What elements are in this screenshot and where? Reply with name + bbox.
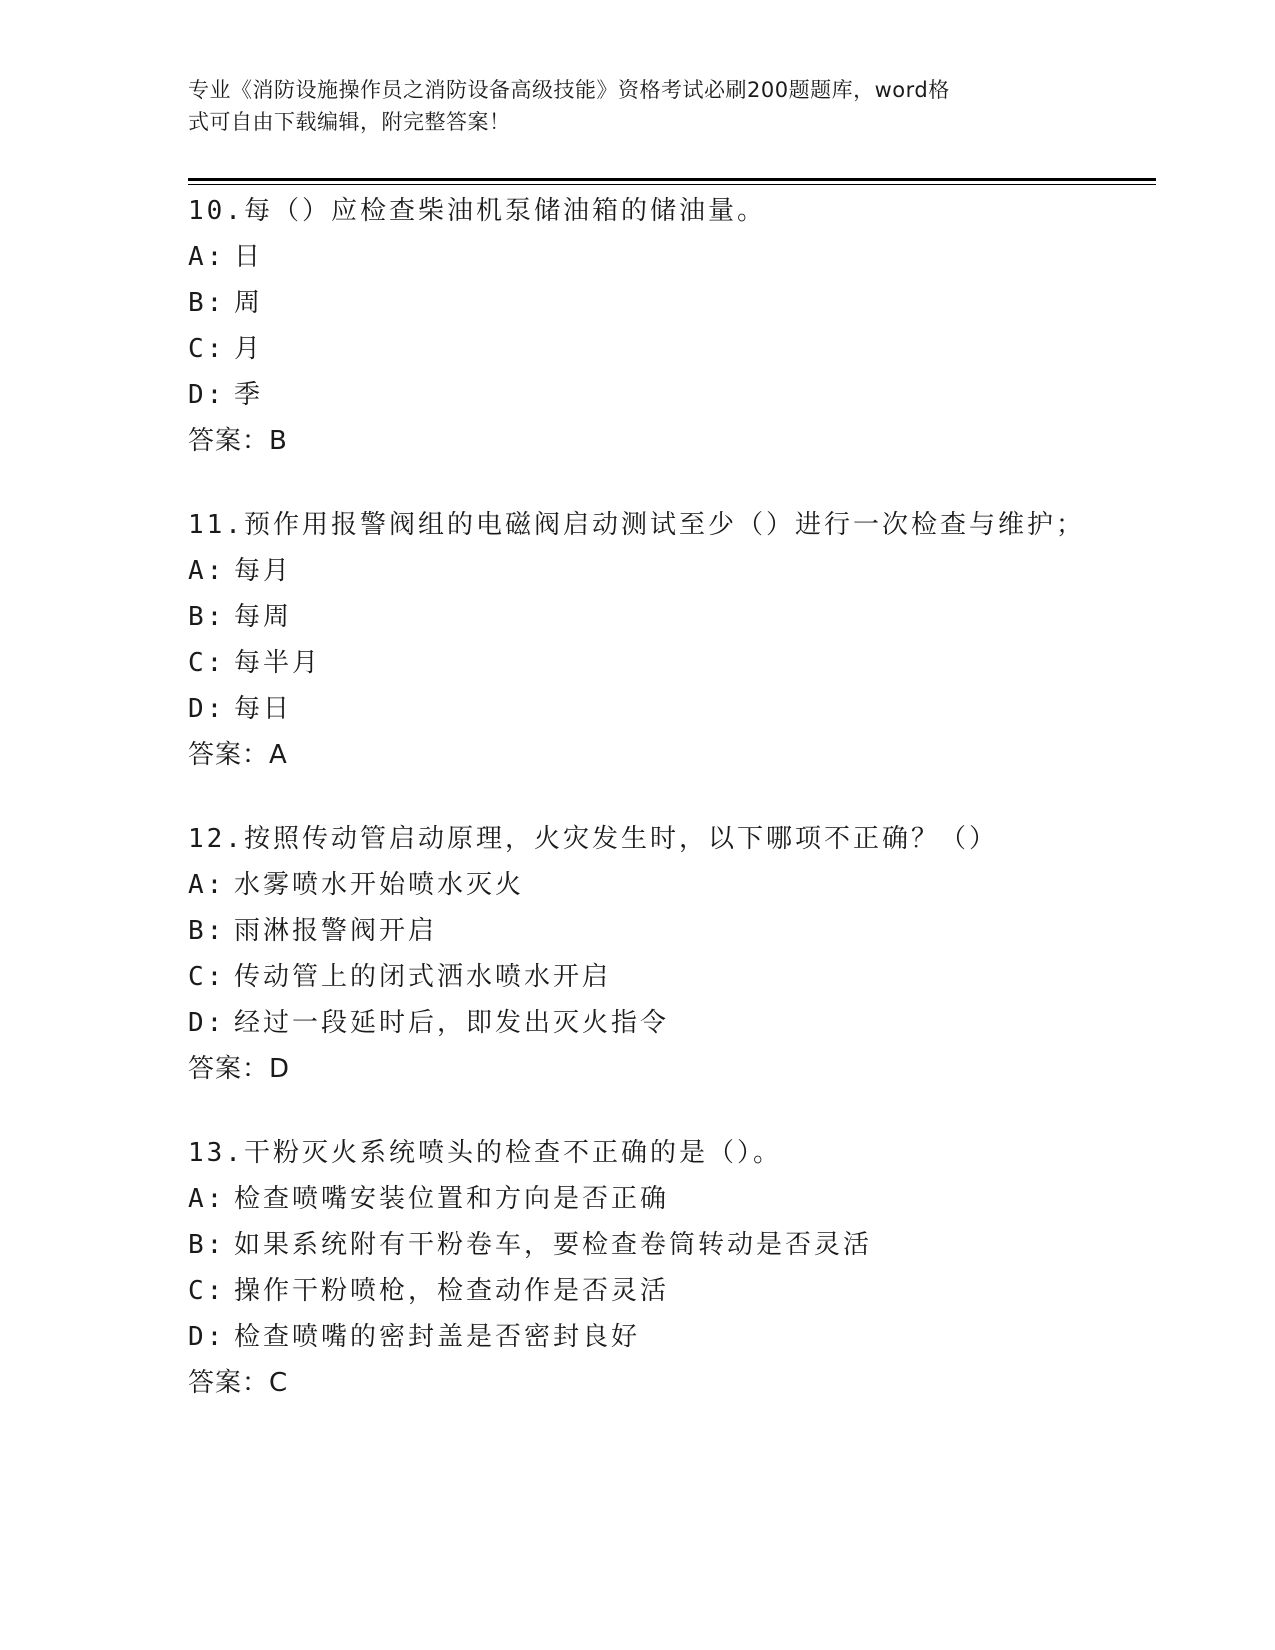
answer-line: 答案：D bbox=[188, 1054, 291, 1084]
option-letter: A: bbox=[188, 870, 226, 900]
option-text: 每日 bbox=[234, 694, 293, 724]
option-text: 每半月 bbox=[234, 648, 322, 678]
option-c bbox=[188, 954, 1156, 1000]
option-d bbox=[188, 686, 1156, 732]
option-text: 操作干粉喷枪，检查动作是否灵活 bbox=[234, 1276, 670, 1306]
option-b bbox=[188, 908, 1156, 954]
question-block bbox=[188, 816, 1156, 1092]
question-block bbox=[188, 188, 1156, 464]
option-text: 传动管上的闭式洒水喷水开启 bbox=[234, 962, 612, 992]
option-a bbox=[188, 862, 1156, 908]
option-c bbox=[188, 1268, 1156, 1314]
answer-line: 答案：A bbox=[188, 740, 288, 770]
option-letter: C: bbox=[188, 334, 226, 364]
option-c bbox=[188, 326, 1156, 372]
option-text: 水雾喷水开始喷水灭火 bbox=[234, 870, 525, 900]
option-a bbox=[188, 234, 1156, 280]
option-letter: A: bbox=[188, 1184, 226, 1214]
option-letter: D: bbox=[188, 1322, 226, 1352]
option-letter: A: bbox=[188, 556, 226, 586]
question-list bbox=[188, 188, 1156, 1444]
option-text: 日 bbox=[234, 242, 264, 272]
answer-line: 答案：B bbox=[188, 426, 288, 456]
option-a bbox=[188, 548, 1156, 594]
option-d bbox=[188, 1314, 1156, 1360]
option-d bbox=[188, 1000, 1156, 1046]
option-letter: C: bbox=[188, 962, 226, 992]
option-letter: C: bbox=[188, 1276, 226, 1306]
option-b bbox=[188, 594, 1156, 640]
document-header bbox=[188, 74, 1068, 138]
option-letter: D: bbox=[188, 694, 226, 724]
question-stem: 13.干粉灭火系统喷头的检查不正确的是（）。 bbox=[188, 1138, 782, 1168]
answer-line: 答案：C bbox=[188, 1368, 289, 1398]
option-letter: B: bbox=[188, 602, 226, 632]
question-stem: 12.按照传动管启动原理，火灾发生时，以下哪项不正确？（） bbox=[188, 824, 998, 854]
header-divider-thin bbox=[188, 184, 1156, 185]
option-letter: C: bbox=[188, 648, 226, 678]
option-text: 周 bbox=[234, 288, 264, 318]
option-letter: B: bbox=[188, 1230, 226, 1260]
option-text: 如果系统附有干粉卷车，要检查卷筒转动是否灵活 bbox=[234, 1230, 873, 1260]
option-text: 经过一段延时后，即发出灭火指令 bbox=[234, 1008, 670, 1038]
option-b bbox=[188, 280, 1156, 326]
question-stem: 10.每（）应检查柴油机泵储油箱的储油量。 bbox=[188, 196, 766, 226]
option-text: 季 bbox=[234, 380, 264, 410]
option-letter: D: bbox=[188, 1008, 226, 1038]
header-divider-thick bbox=[188, 178, 1156, 181]
option-letter: D: bbox=[188, 380, 226, 410]
option-a bbox=[188, 1176, 1156, 1222]
option-c bbox=[188, 640, 1156, 686]
option-text: 检查喷嘴的密封盖是否密封良好 bbox=[234, 1322, 641, 1352]
question-stem: 11.预作用报警阀组的电磁阀启动测试至少（）进行一次检查与维护； bbox=[188, 510, 1085, 540]
option-text: 每月 bbox=[234, 556, 293, 586]
option-letter: B: bbox=[188, 916, 226, 946]
option-text: 雨淋报警阀开启 bbox=[234, 916, 438, 946]
option-b bbox=[188, 1222, 1156, 1268]
option-text: 月 bbox=[234, 334, 264, 364]
question-block bbox=[188, 502, 1156, 778]
option-letter: B: bbox=[188, 288, 226, 318]
option-text: 每周 bbox=[234, 602, 293, 632]
option-letter: A: bbox=[188, 242, 226, 272]
option-d bbox=[188, 372, 1156, 418]
header-line-2: 式可自由下载编辑，附完整答案！ bbox=[188, 110, 511, 134]
header-line-1: 专业《消防设施操作员之消防设备高级技能》资格考试必刷200题题库，word格 bbox=[188, 78, 950, 102]
option-text: 检查喷嘴安装位置和方向是否正确 bbox=[234, 1184, 670, 1214]
question-block bbox=[188, 1130, 1156, 1406]
